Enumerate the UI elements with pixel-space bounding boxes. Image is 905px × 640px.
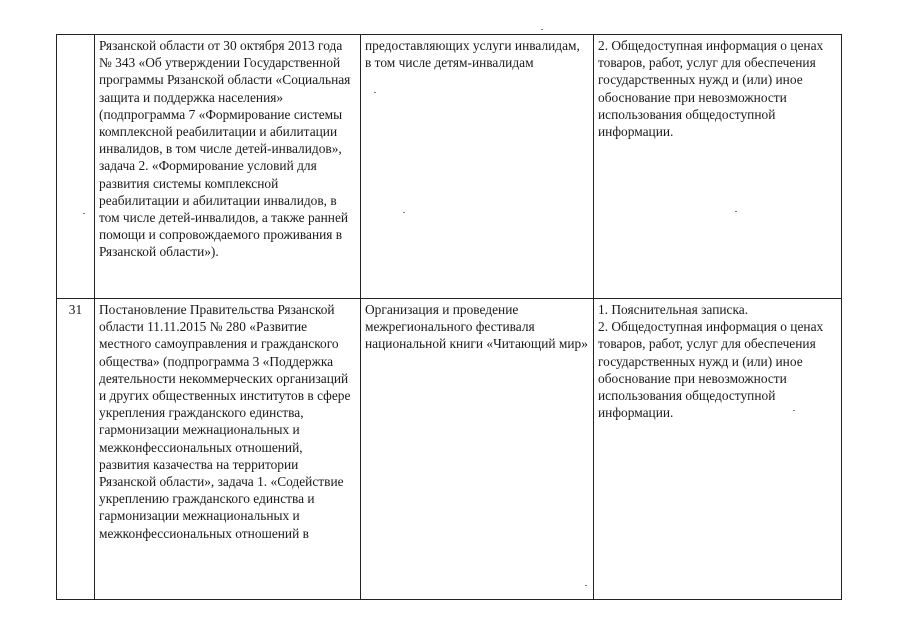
row-number-cell: 31 <box>57 299 95 600</box>
legal-document-cell: Рязанской области от 30 октября 2013 года № 343 «Об утверждении Государственной программы Рязанской области «Социальная защита и поддержка населения» (подпрограмма 7 «Формирование системы комплексной реабилитации и абилитации инвалидов, в том числе детей-инвалидов», задача 2. «Формирование условий для развития системы комплексной реабилитации и абилитации инвалидов, в том числе детей-инвалидов, а также ранней помощи и сопровождаемого проживания в Рязанской области»). <box>95 35 361 299</box>
scan-speck <box>83 213 85 214</box>
scan-speck <box>793 410 795 411</box>
row-number-cell <box>57 35 95 299</box>
justification-cell: 2. Общедоступная информация о ценах товаров, работ, услуг для обеспечения государственных нужд и (или) иное обоснование при невозможности использования общедоступной информации. <box>594 35 842 299</box>
table-row <box>57 299 842 600</box>
scan-speck <box>403 212 405 213</box>
scan-speck <box>585 585 587 586</box>
scan-speck <box>735 211 737 212</box>
event-cell: Организация и проведение межрегионального фестиваля национальной книги «Читающий мир» <box>361 299 594 600</box>
justification-cell: 1. Пояснительная записка. 2. Общедоступная информация о ценах товаров, работ, услуг для обеспечения государственных нужд и (или) иное обоснование при невозможности использования общедоступной информации. <box>594 299 842 600</box>
scan-speck <box>374 92 376 93</box>
legal-document-cell: Постановление Правительства Рязанской области 11.11.2015 № 280 «Развитие местного самоуправления и гражданского общества» (подпрограмма 3 «Поддержка деятельности некоммерческих организаций и других общественных институтов в сфере укрепления гражданского единства, гармонизации межнациональных и межконфессиональных отношений, развития казачества на территории Рязанской области», задача 1. «Содействие укреплению гражданского единства и гармонизации межнациональных и межконфессиональных отношений в <box>95 299 361 600</box>
scan-speck <box>541 29 543 30</box>
table-row <box>57 35 842 299</box>
document-table <box>56 34 842 600</box>
event-cell: предоставляющих услуги инвалидам, в том числе детям-инвалидам <box>361 35 594 299</box>
